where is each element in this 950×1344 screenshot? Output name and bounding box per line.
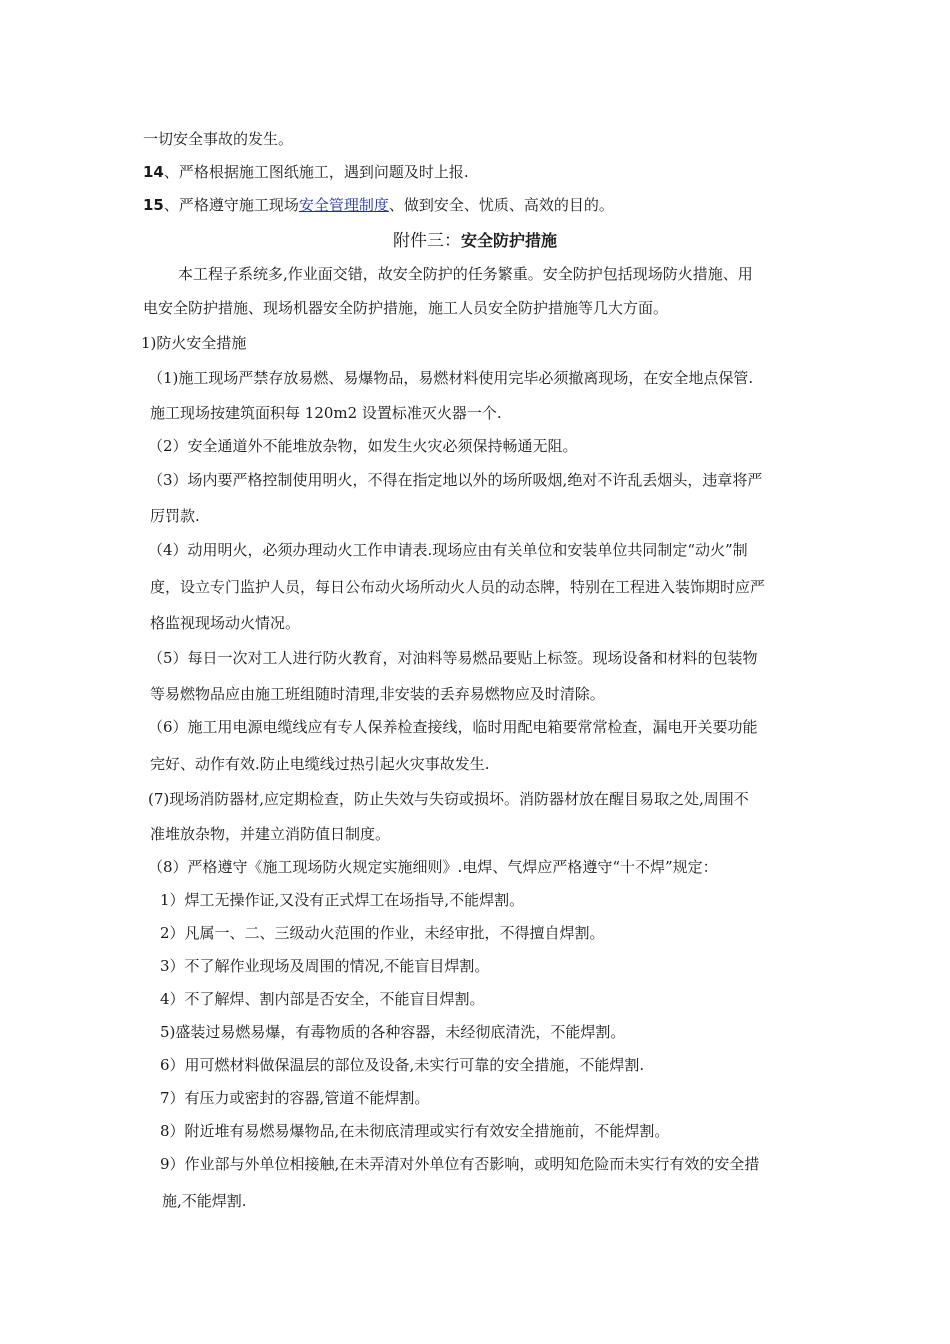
heading-bold: 安全防护措施 <box>460 231 557 250</box>
paragraph-line: （1)施工现场严禁存放易燃、易爆物品，易燃材料使用完毕必须撤离现场，在安全地点保管. <box>148 369 754 387</box>
paragraph-line: 格监视现场动火情况。 <box>150 614 301 632</box>
item-text: 、严格根据施工图纸施工，遇到问题及时上报. <box>163 163 469 181</box>
rule-item: 8）附近堆有易燃易爆物品,在未彻底清理或实行有效安全措施前，不能焊割。 <box>160 1122 670 1140</box>
subsection-title: 1)防火安全措施 <box>141 334 247 352</box>
paragraph-line: 厉罚款. <box>150 507 200 525</box>
paragraph-line: 施工现场按建筑面积每 120m2 设置标准灭火器一个. <box>150 404 502 422</box>
rule-item: 施,不能焊割. <box>162 1192 247 1210</box>
paragraph-line: （8）严格遵守《施工现场防火规定实施细则》.电焊、气焊应严格遵守“十不焊”规定： <box>148 858 718 876</box>
paragraph-line: （2）安全通道外不能堆放杂物，如发生火灾必须保持畅通无阻。 <box>148 437 578 455</box>
paragraph-line: 完好、动作有效.防止电缆线过热引起火灾事故发生. <box>150 755 490 773</box>
safety-management-link[interactable]: 安全管理制度 <box>298 196 389 214</box>
heading-prefix: 附件三： <box>392 231 461 251</box>
paragraph-line: (7)现场消防器材,应定期检查，防止失效与失窃或损坏。消防器材放在醒目易取之处,周围不 <box>148 790 749 808</box>
rule-item: 7）有压力或密封的容器,管道不能焊割。 <box>160 1089 430 1107</box>
intro-line: 本工程子系统多,作业面交错，故安全防护的任务繁重。安全防护包括现场防火措施、用 <box>178 265 753 283</box>
list-item-14 <box>143 162 469 182</box>
paragraph-line: 准堆放杂物，并建立消防值日制度。 <box>150 825 391 843</box>
item-number: 14 <box>143 163 164 181</box>
paragraph-line: （5）每日一次对工人进行防火教育，对油料等易燃品要贴上标签。现场设备和材料的包装物 <box>148 649 758 667</box>
rule-item: 5)盛装过易燃易爆，有毒物质的各种容器，未经彻底清洗，不能焊割。 <box>160 1023 626 1041</box>
item-number: 15 <box>143 196 164 214</box>
list-item-15 <box>143 195 614 215</box>
rule-item: 2）凡属一、二、三级动火范围的作业，未经审批，不得擅自焊割。 <box>160 924 605 942</box>
paragraph-line: （4）动用明火，必须办理动火工作申请表.现场应由有关单位和安装单位共同制定“动火”制 <box>148 541 748 559</box>
rule-item: 1）焊工无操作证,又没有正式焊工在场指导,不能焊割。 <box>160 891 525 909</box>
paragraph-line: 度，设立专门监护人员，每日公布动火场所动火人员的动态牌，特别在工程进入装饰期时应严 <box>150 578 766 596</box>
section-heading <box>0 229 950 253</box>
paragraph-line: （6）施工用电源电缆线应有专人保养检查接线，临时用配电箱要常常检查，漏电开关要功能 <box>148 718 758 736</box>
intro-line: 电安全防护措施、现场机器安全防护措施，施工人员安全防护措施等几大方面。 <box>143 299 669 317</box>
paragraph-line: 等易燃物品应由施工班组随时清理,非安装的丢弃易燃物应及时清除。 <box>150 685 605 703</box>
rule-item: 3）不了解作业现场及周围的情况,不能盲目焊割。 <box>160 957 490 975</box>
text-line: 一切安全事故的发生。 <box>143 130 294 148</box>
item-text: 、做到安全、忧质、高效的目的。 <box>388 196 614 214</box>
paragraph-line: （3）场内要严格控制使用明火，不得在指定地以外的场所吸烟,绝对不许乱丢烟头，违章将严 <box>148 471 763 489</box>
rule-item: 4）不了解焊、割内部是否安全，不能盲目焊割。 <box>160 990 485 1008</box>
rule-item: 9）作业部与外单位相接触,在未弄清对外单位有否影响，或明知危险而未实行有效的安全措 <box>160 1155 760 1173</box>
rule-item: 6）用可燃材料做保温层的部位及设备,未实行可靠的安全措施，不能焊割. <box>160 1056 645 1074</box>
item-text: 、严格遵守施工现场 <box>163 196 299 214</box>
